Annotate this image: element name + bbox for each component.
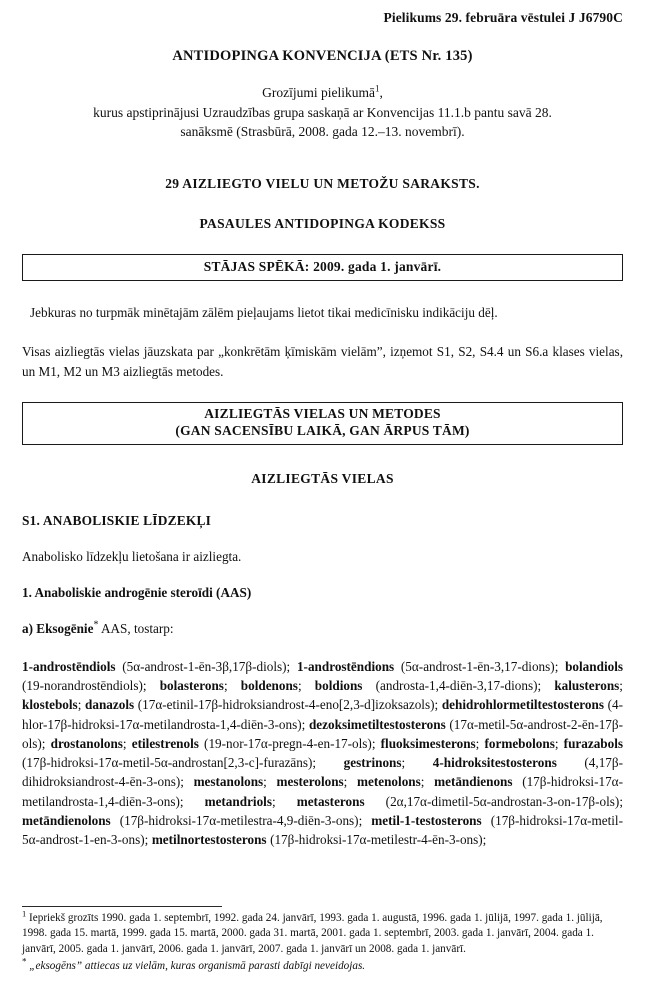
asterisk-footnote-marker: * — [93, 619, 99, 631]
substance-separator: ; — [420, 774, 435, 790]
amendments-line-3: sanāksmē (Strasbūrā, 2008. gada 12.–13. novembrī). — [180, 124, 465, 140]
substance-separator: ; — [179, 793, 205, 809]
substance-formula: (androsta-1,4-diēn-3,17-dions) — [362, 678, 538, 694]
amendments-line-1 — [22, 83, 623, 103]
substance-separator: ; — [434, 697, 442, 713]
substance-separator: ; — [358, 812, 372, 828]
substance-name: boldions — [314, 678, 363, 694]
item-a-prefix: a) Eksogēnie — [22, 620, 94, 636]
footnote-asterisk-marker: * — [22, 956, 27, 967]
substance-formula: (4,17β-dihidroksiandrost-4-ēn-3-ons) — [22, 755, 623, 790]
substance-name: bolasterons — [159, 678, 224, 694]
substance-formula: (17β-hidroksi-17α-metilestr-4-ēn-3-ons) — [266, 832, 483, 848]
substance-name: metenolons — [357, 774, 421, 790]
substance-formula: (17α-metil-5α-androst-2-ēn-17β-ols) — [22, 716, 623, 751]
substance-name: formebolons — [484, 735, 555, 751]
substance-name: fluoksimesterons — [380, 735, 476, 751]
substance-separator: ; — [343, 774, 358, 790]
substance-name: kalusterons — [554, 678, 620, 694]
prohibited-substances-methods-banner — [22, 402, 623, 445]
specified-substances-paragraph: Visas aizliegtās vielas jāuzskata par „konkrētām ķīmiskām vielām”, izņemot S1, S2, S4.4 un S6.a klases vielas, un M1, M2 un M3 aizliegtās metodes. — [22, 344, 623, 380]
substance-separator: ; — [554, 735, 564, 751]
substance-formula: (4-hlor-17β-hidroksi-17α-metilandrosta-1,4-diēn-3-ons) — [22, 697, 624, 732]
footnote-separator-rule — [22, 906, 222, 907]
substance-name: danazols — [85, 697, 135, 713]
substance-name: drostanolons — [50, 735, 123, 751]
substance-name: metandriols — [204, 793, 272, 809]
banner-line-2: (GAN SACENSĪBU LAIKĀ, GAN ĀRPUS TĀM) — [175, 422, 470, 438]
document-reference-header: Pielikums 29. februāra vēstulei J J6790C — [383, 10, 623, 25]
amendments-subtitle — [22, 83, 623, 142]
substance-name: mesterolons — [276, 774, 344, 790]
substance-separator: ; — [619, 793, 623, 809]
substance-name: 4-hidroksitestosterons — [432, 755, 557, 771]
substance-separator: ; — [263, 774, 277, 790]
substance-separator: ; — [77, 697, 86, 713]
effective-date-banner: STĀJAS SPĒKĀ: 2009. gada 1. janvārī. — [22, 254, 623, 281]
amendments-line-1-tail: , — [379, 85, 383, 100]
substance-separator: ; — [286, 658, 297, 674]
substance-separator: ; — [475, 735, 485, 751]
substance-formula: (5α-androst-1-ēn-3β,17β-diols) — [115, 658, 287, 674]
footnotes-section — [22, 906, 623, 974]
substance-name: metil-1-testosterons — [371, 812, 482, 828]
substance-separator: ; — [401, 755, 433, 771]
substance-name: boldenons — [240, 678, 298, 694]
footnote-1 — [22, 908, 623, 957]
substance-separator: ; — [619, 678, 623, 694]
substance-formula: (19-norandrostēndiols) — [22, 678, 143, 694]
substance-separator: ; — [301, 716, 309, 732]
substance-name: klostebols — [22, 697, 78, 713]
substance-separator: ; — [537, 678, 555, 694]
amendments-line-1-text: Grozījumi pielikumā — [262, 85, 375, 100]
anabolic-agents-statement: Anabolisko līdzekļu lietošana ir aizliegta. — [22, 548, 242, 564]
substance-name: dehidrohlormetiltestosterons — [441, 697, 604, 713]
substance-formula: (17β-hidroksi-17α-metilandrosta-1,4-diēn-3-ons) — [22, 774, 623, 809]
prohibited-substances-heading: AIZLIEGTĀS VIELAS — [251, 470, 394, 486]
substance-name: etilestrenols — [131, 735, 199, 751]
prohibited-list-title: 29 AIZLIEGTO VIELU UN METOŽU SARAKSTS. — [165, 175, 480, 191]
substance-separator: ; — [297, 678, 315, 694]
substance-formula: (17α-etinil-17β-hidroksiandrost-4-eno[2,3-d]izoksazols) — [134, 697, 435, 713]
substance-separator: ; — [371, 735, 381, 751]
substance-name: 1-androstēndions — [296, 658, 395, 674]
item-a-exogenous-lead — [22, 621, 623, 637]
footnote-marker-1-ref: 1 — [374, 83, 380, 94]
substance-name: furazabols — [563, 735, 624, 751]
amendments-line-2: kurus apstiprinājusi Uzraudzības grupa saskaņā ar Konvencijas 11.1.b pantu savā 28. — [93, 104, 552, 120]
substance-separator: ; — [223, 678, 241, 694]
substance-separator: ; — [41, 735, 51, 751]
substance-name: metāndienolons — [22, 812, 111, 828]
item-a-suffix: AAS, tostarp: — [98, 620, 174, 636]
substance-name: gestrinons — [343, 755, 402, 771]
substance-separator: ; — [122, 735, 132, 751]
banner-line-1: AIZLIEGTĀS VIELAS UN METODES — [204, 406, 441, 422]
medical-indication-paragraph: Jebkuras no turpmāk minētajām zālēm pieļaujams lietot tikai medicīnisku indikāciju dēļ. — [30, 304, 498, 320]
footnote-1-marker: 1 — [22, 908, 27, 919]
substance-formula: (17β-hidroksi-17α-metil-5α-androstan[2,3-c]-furazāns) — [22, 755, 313, 771]
substance-separator: ; — [482, 832, 487, 848]
substance-formula: (2α,17α-dimetil-5α-androstan-3-on-17β-ols) — [364, 793, 620, 809]
substance-name: dezoksimetiltestosterons — [308, 716, 446, 732]
substance-name: mestanolons — [193, 774, 264, 790]
substance-separator: ; — [312, 755, 344, 771]
footnote-1-text: Iepriekš grozīts 1990. gada 1. septembrī, 1992. gada 24. janvārī, 1993. gada 1. augustā, 1996. gada 1. jūlijā, 1997. gada 1. jūlijā, 1998. gada 15. martā, 1999. gada 15. martā, 2000. gada 31. martā, 2001. gada 1. septembrī, 2003. gada 1. janvārī, 2004. gada 1. janvārī, 2005. gada 1. janvārī, 2006. gada 1. janvārī, 2007. gada 1. janvārī un 2008. gada 1. janvārī. — [22, 912, 603, 955]
footnote-asterisk-text: „eksogēns” attiecas uz vielām, kuras organismā parasti dabīgi neveidojas. — [26, 959, 366, 972]
subsection-1-heading: 1. Anaboliskie androgēnie steroīdi (AAS) — [22, 584, 252, 600]
substance-name: metāndienons — [434, 774, 513, 790]
substance-list — [22, 657, 623, 850]
substance-separator: ; — [554, 658, 566, 674]
substance-formula: (17β-hidroksi-17α-metil-5α-androst-1-en-3-ons) — [22, 812, 623, 848]
substance-name: metilnortestosterons — [151, 832, 267, 848]
substance-separator: ; — [271, 793, 297, 809]
section-s1-heading: S1. ANABOLISKIE LĪDZEKĻI — [22, 512, 211, 528]
footnote-asterisk — [22, 956, 623, 974]
substance-name: metasterons — [296, 793, 365, 809]
substance-name: 1-androstēndiols — [22, 658, 116, 674]
substance-formula: (17β-hidroksi-17α-metilestra-4,9-diēn-3-ons) — [110, 812, 359, 828]
wada-code-title: PASAULES ANTIDOPINGA KODEKSS — [199, 215, 446, 231]
substance-formula: (19-nor-17α-pregn-4-en-17-ols) — [198, 735, 372, 751]
substance-formula: (5α-androst-1-ēn-3,17-dions) — [394, 658, 555, 674]
substance-name: bolandiols — [565, 658, 624, 674]
substance-separator: ; — [144, 832, 152, 848]
substance-separator: ; — [142, 678, 160, 694]
substance-separator: ; — [180, 774, 194, 790]
page-title: ANTIDOPINGA KONVENCIJA (ETS Nr. 135) — [172, 48, 473, 64]
